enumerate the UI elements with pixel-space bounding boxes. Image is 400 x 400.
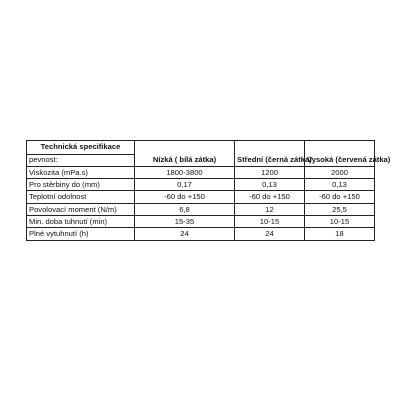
row-label: Povolovací moment (N/m) — [27, 203, 135, 215]
table-cell: 15-35 — [135, 215, 235, 227]
table-cell: -60 do +150 — [305, 191, 375, 203]
table-row — [27, 228, 375, 240]
table-cell: -60 do +150 — [235, 191, 305, 203]
row-label: Viskozita (mPa.s) — [27, 166, 135, 178]
row-label: Plné vytuhnutí (h) — [27, 228, 135, 240]
table-row — [27, 166, 375, 178]
table-cell: 12 — [235, 203, 305, 215]
table-row — [27, 203, 375, 215]
row-label: Teplotní odolnost — [27, 191, 135, 203]
blank-cell — [135, 141, 235, 155]
table-cell: 2000 — [305, 166, 375, 178]
table-row — [27, 215, 375, 227]
table-cell: 0,13 — [305, 179, 375, 191]
column-header-medium: Střední (černá zátka) — [235, 154, 305, 166]
technical-spec-table — [26, 140, 391, 241]
row-label: Min. doba tuhnutí (min) — [27, 215, 135, 227]
table-cell: 10-15 — [305, 215, 375, 227]
table-cell: -60 do +150 — [135, 191, 235, 203]
column-header-row — [27, 154, 375, 166]
table-cell: 0,17 — [135, 179, 235, 191]
header-label: pevnost: — [27, 154, 135, 166]
blank-cell — [235, 141, 305, 155]
row-label: Pro stěrbiny do (mm) — [27, 179, 135, 191]
table-cell: 1200 — [235, 166, 305, 178]
table-title: Technická specifikace — [27, 141, 135, 155]
table-cell: 1800-3800 — [135, 166, 235, 178]
table-row — [27, 179, 375, 191]
table-row — [27, 191, 375, 203]
blank-cell — [305, 141, 375, 155]
table-cell: 25,5 — [305, 203, 375, 215]
table-cell: 0,13 — [235, 179, 305, 191]
table-cell: 24 — [235, 228, 305, 240]
table-cell: 18 — [305, 228, 375, 240]
column-header-high: Vysoká (červená zátka) — [305, 154, 375, 166]
table-title-row — [27, 141, 375, 155]
table-cell: 6,8 — [135, 203, 235, 215]
table-cell: 10-15 — [235, 215, 305, 227]
column-header-low: Nízká ( bílá zátka) — [135, 154, 235, 166]
table-cell: 24 — [135, 228, 235, 240]
